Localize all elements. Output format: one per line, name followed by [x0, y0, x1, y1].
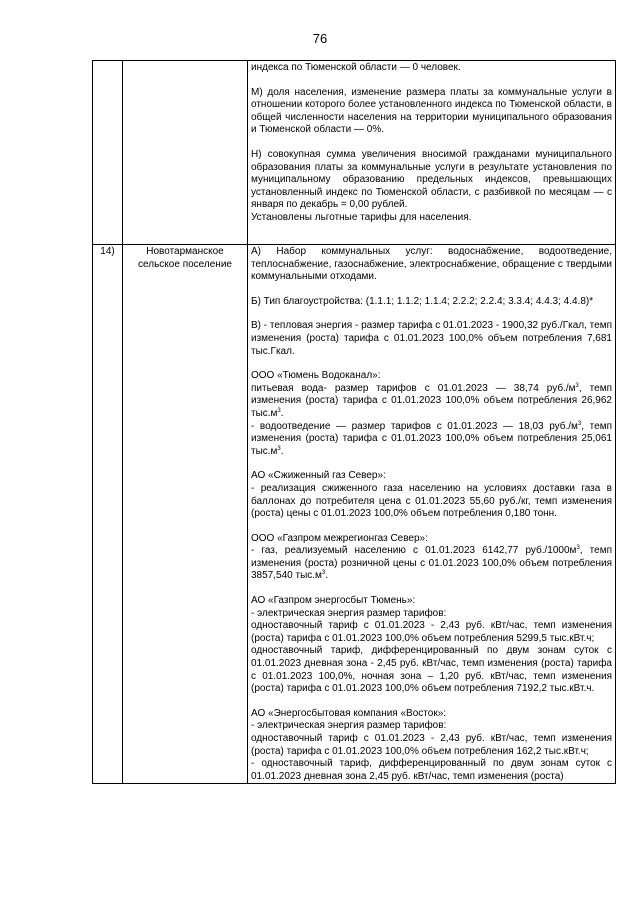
paragraph: - электрическая энергия размер тарифов: [251, 720, 447, 732]
amenities-type: Б) Тип благоустройства: (1.1.1; 1.1.2; 1.1.4; 2.2.2; 2.2.4; 3.3.4; 4.4.3; 4.4.8)* [251, 295, 594, 307]
row-name-cell [123, 61, 248, 245]
water-tariff: питьевая вода- размер тарифов с 01.01.2023 — 38,74 $руб./м^3$, темп изменения (роста) тарифа с 01.01.2023 100,0% объем потребления 26,962 $тыс.м^3$. [251, 382, 612, 419]
gas-title: ООО «Газпром межрегионгаз Север»: [251, 532, 428, 544]
sewer-tariff: - водоотведение — размер тарифов с 01.01.2023 — 18,03 $руб./м^3$, темп изменения (роста) тарифа с 01.01.2023 100,0% объем потребления 25,061 $тыс.м^3$. [251, 420, 612, 457]
lng-tariff: - реализация сжиженного газа населению на условиях доставки газа в баллонах до потребителя цена с 01.01.2023 55,60 руб./кг, темп изменения (роста) цены с 01.01.2023 100,0% объем потребления 0,180 тонн. [251, 482, 612, 520]
paragraph: Н) совокупная сумма увеличения вносимой гражданами муниципального образования платы за коммунальные услуги в результате установления по муниципальному образованию предельных индексов, превышающих установленный индекс по Тюменской области, с разбивкой по месяцам — с января по декабрь = 0,00 рублей. [251, 148, 612, 211]
heat-tariff: В) - тепловая энергия - размер тарифа с 01.01.2023 - 1900,32 руб./Гкал, темп изменения (роста) тарифа с 01.01.2023 100,0% объем потребления 7,681 тыс.Гкал. [251, 320, 612, 357]
row-number-cell [93, 61, 123, 245]
lng-title: АО «Сжиженный газ Север»: [251, 470, 386, 482]
vostok-title: АО «Энергосбытовая компания «Восток»: [251, 707, 447, 719]
paragraph: Установлены льготные тарифы для населения. [251, 211, 472, 223]
page-number: 76 [312, 31, 328, 46]
table-row [93, 61, 616, 245]
paragraph: одноставочный тариф, дифференцированный по двум зонам суток с 01.01.2023 дневная зона - 2,45 руб. кВт/час, темп изменения (роста) тарифа с 01.01.2023 100,0%, ночная зона – 1,20 руб. кВт/час, темп изменения (роста) тарифа с 01.01.2023 100,0% объем потребления 7192,2 тыс.кВт.ч. [251, 645, 612, 695]
table-row [93, 245, 616, 784]
row-number-cell: 14) [93, 245, 123, 784]
tariff-table [92, 60, 616, 784]
gas-tariff: - газ, реализуемый населению с 01.01.2023 6142,77 $руб./1000м^3$, темп изменения (роста) розничной цены с 01.01.2023 100,0% объем потребления 3857,540 $тыс.м^3$. [251, 545, 612, 582]
paragraph: - одноставочный тариф, дифференцированный по двум зонам суток с 01.01.2023 дневная зона 2,45 руб. кВт/час, темп изменения (роста) [251, 758, 612, 782]
row-content-cell [248, 61, 616, 245]
paragraph: - электрическая энергия размер тарифов: [251, 607, 447, 619]
paragraph: М) доля населения, изменение размера платы за коммунальные услуги в отношении которого более установленного индекса по Тюменской области, в общей численности населения на территории муниципального образования и Тюменской области — 0%. [251, 86, 612, 136]
paragraph: одноставочный тариф с 01.01.2023 - 2,43 руб. кВт/час, темп изменения (роста) тарифа с 01.01.2023 100,0% объем потребления 5299,5 тыс.кВт.ч; [251, 620, 612, 644]
paragraph: одноставочный тариф с 01.01.2023 - 2,43 руб. кВт/час, темп изменения (роста) тарифа с 01.01.2023 100,0% объем потребления 162,2 тыс.кВт.ч; [251, 733, 612, 757]
settlement-name: Новотарманское сельское поселение [123, 245, 248, 784]
services-set: А) Набор коммунальных услуг: водоснабжение, водоотведение, теплоснабжение, газоснабжение, электроснабжение, обращение с твердыми коммунальными отходами. [251, 246, 612, 283]
paragraph: индекса по Тюменской области — 0 человек. [251, 62, 461, 73]
energosbyt-title: АО «Газпром энергосбыт Тюмень»: [251, 595, 416, 607]
row-content-cell [248, 245, 616, 784]
vodokanal-title: ООО «Тюмень Водоканал»: [251, 370, 381, 382]
